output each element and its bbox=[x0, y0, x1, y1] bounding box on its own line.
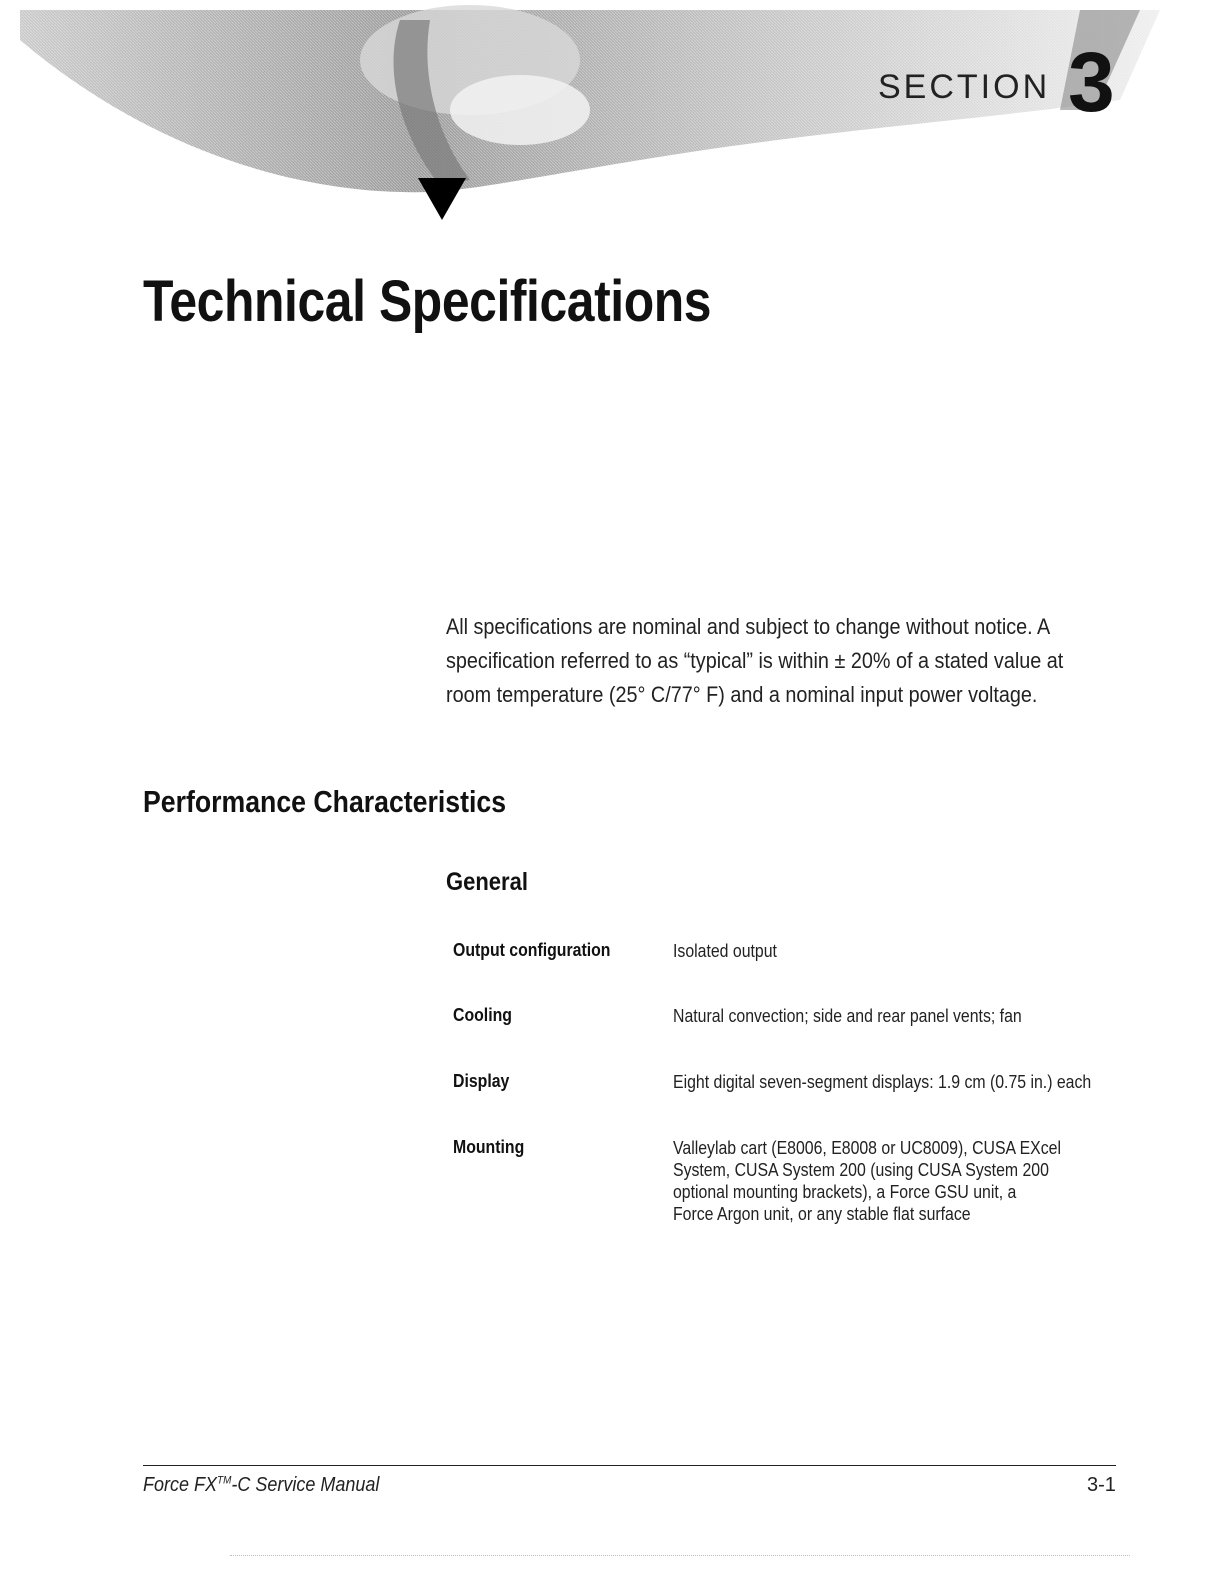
page-title: Technical Specifications bbox=[143, 269, 712, 334]
spec-value: Eight digital seven-segment displays: 1.9 cm (0.75 in.) each bbox=[673, 1072, 1092, 1092]
section-number: 3 bbox=[1068, 35, 1115, 129]
spec-value: Natural convection; side and rear panel vents; fan bbox=[673, 1006, 1022, 1026]
spec-value: Isolated output bbox=[673, 941, 777, 961]
intro-paragraph: All specifications are nominal and subject to change without notice. A specification referred to as “typical” is within ± 20% of a stated value at room temperature (25° C/77° F) and a nominal input power voltage. bbox=[446, 614, 1064, 707]
scan-artifact-line bbox=[230, 1555, 1130, 1557]
spec-label: Cooling bbox=[453, 1005, 512, 1025]
section-label: SECTION bbox=[878, 68, 1051, 106]
general-heading: General bbox=[446, 868, 528, 896]
section-banner-image bbox=[0, 0, 1228, 230]
performance-heading: Performance Characteristics bbox=[143, 784, 507, 819]
footer-page-number: 3-1 bbox=[1087, 1474, 1116, 1496]
spec-label: Display bbox=[453, 1071, 510, 1091]
spec-label: Output configuration bbox=[453, 940, 611, 960]
footer-divider bbox=[143, 1465, 1116, 1466]
spec-value: Valleylab cart (E8006, E8008 or UC8009), CUSA EXcel System, CUSA System 200 (using CUSA System 200 optional mounting brackets), a Force GSU unit, a Force Argon unit, or any stable flat surface bbox=[673, 1138, 1061, 1224]
footer-manual-title: Force FX™-C Service Manual bbox=[143, 1474, 380, 1496]
spec-label: Mounting bbox=[453, 1137, 525, 1157]
